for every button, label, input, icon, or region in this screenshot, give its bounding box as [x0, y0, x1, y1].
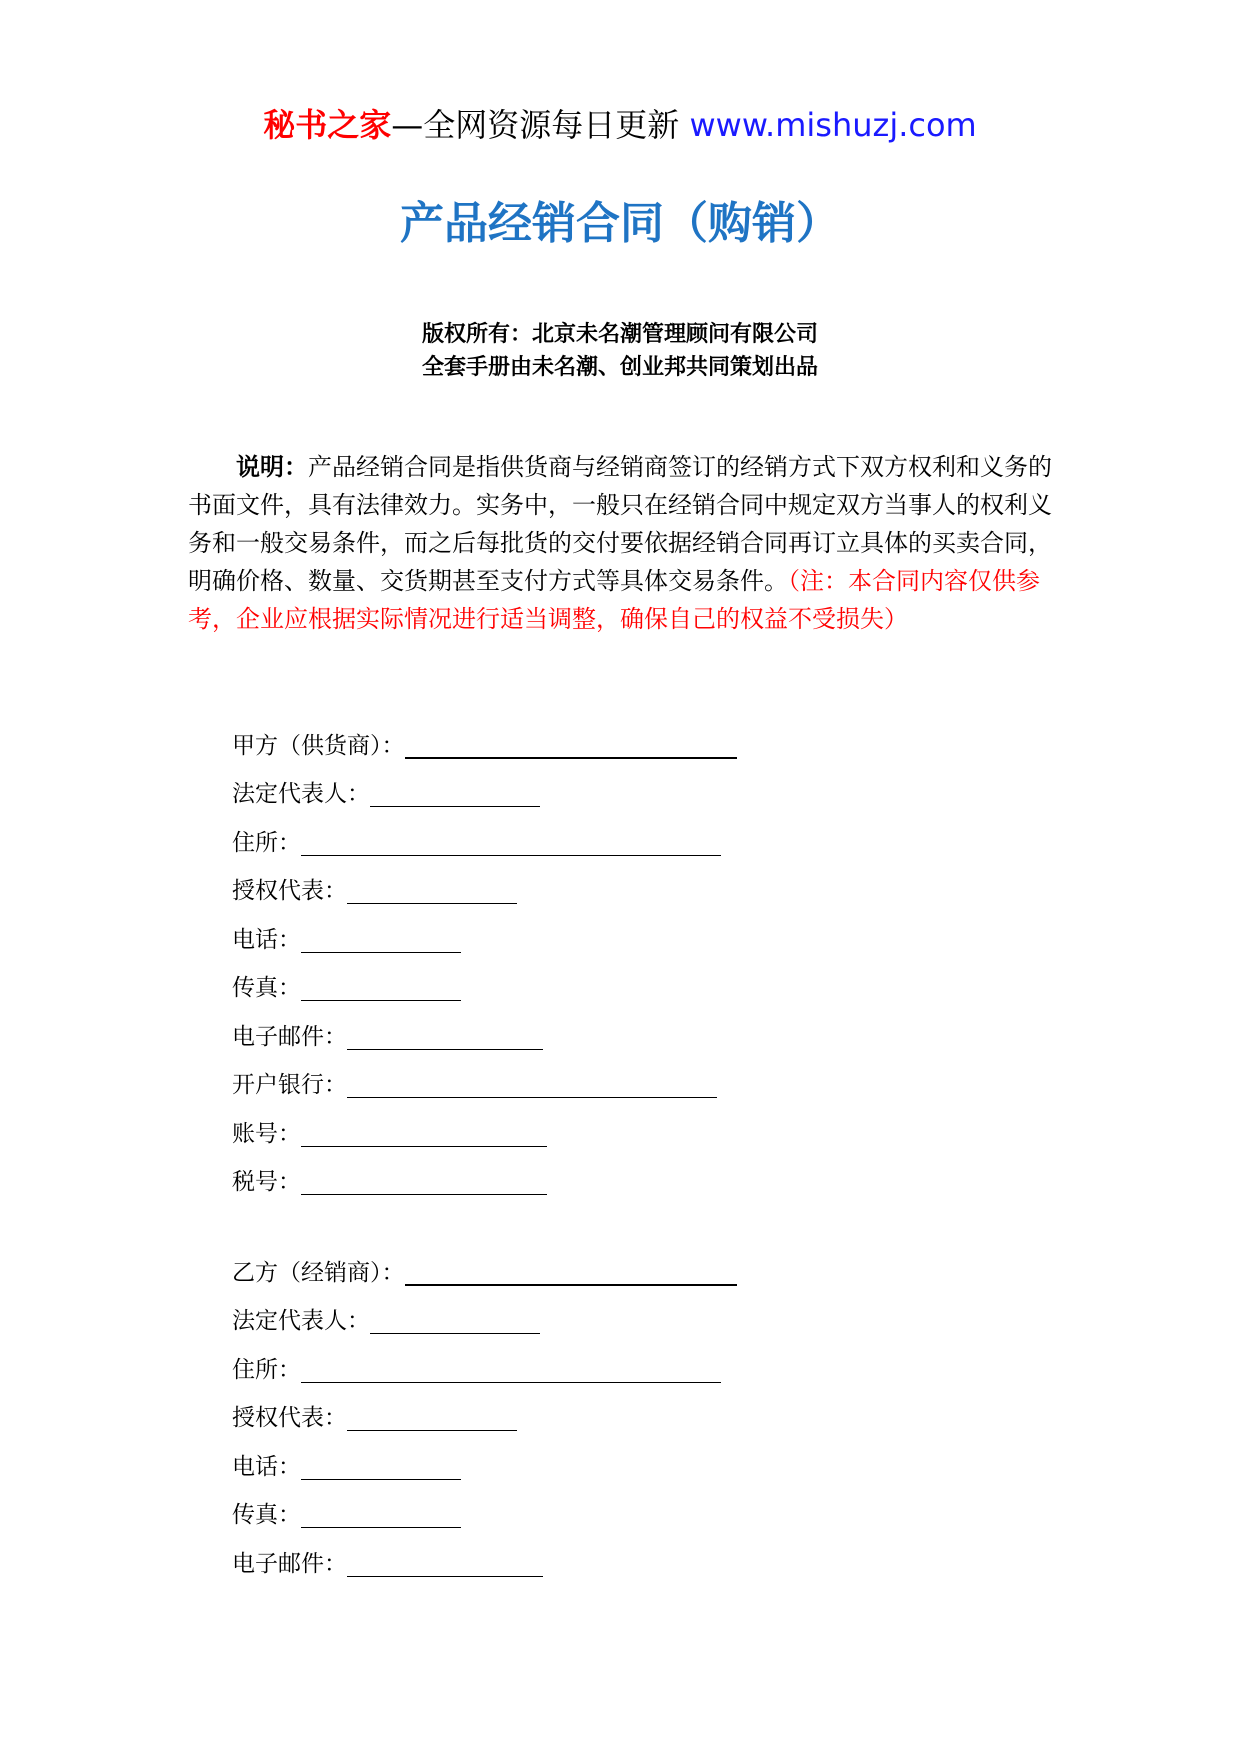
field-label: 法定代表人：	[232, 1308, 370, 1334]
copyright-block	[0, 318, 1240, 384]
site-url-link[interactable]: www.mishuzj.com	[689, 106, 977, 144]
party-a-section	[232, 718, 1032, 1203]
field-label: 甲方（供货商）：	[232, 732, 405, 759]
form-field	[232, 1488, 1032, 1537]
form-field	[232, 718, 1032, 767]
form-field	[232, 1058, 1032, 1107]
form-field	[232, 912, 1032, 961]
field-label: 账号：	[232, 1120, 301, 1147]
intro-lead: 说明：	[236, 453, 308, 481]
field-blank[interactable]	[301, 1164, 547, 1195]
field-label: 授权代表：	[232, 1405, 347, 1431]
field-blank[interactable]	[405, 727, 737, 759]
form-field	[232, 1391, 1032, 1440]
form-field	[232, 864, 1032, 913]
form-field	[232, 1536, 1032, 1585]
field-label: 住所：	[232, 1356, 301, 1383]
field-blank[interactable]	[347, 1400, 517, 1431]
field-blank[interactable]	[347, 1546, 543, 1577]
field-label: 住所：	[232, 829, 301, 856]
field-label: 电子邮件：	[232, 1023, 347, 1050]
field-label: 授权代表：	[232, 878, 347, 904]
field-blank[interactable]	[405, 1254, 737, 1286]
intro-paragraph	[188, 448, 1056, 638]
party-b-section	[232, 1245, 1032, 1585]
field-label: 电子邮件：	[232, 1550, 347, 1577]
form-field	[232, 1439, 1032, 1488]
form-field	[232, 1009, 1032, 1058]
field-blank[interactable]	[301, 922, 461, 953]
field-label: 开户银行：	[232, 1072, 347, 1098]
document-title: 产品经销合同（购销）	[400, 198, 840, 249]
field-label: 电话：	[232, 926, 301, 953]
field-blank[interactable]	[347, 873, 517, 904]
field-blank[interactable]	[301, 1352, 721, 1383]
form-field	[232, 1155, 1032, 1204]
field-label: 传真：	[232, 975, 301, 1001]
intro-body: 产品经销合同是指供货商与经销商签订的经销方式下双方权利和义务的书面文件，具有法律效力。实务中，一般只在经销合同中规定双方当事人的权利义务和一般交易条件，而之后每批货的交付要依据经销合同再订立具体的买卖合同，明确价格、数量、交货期甚至支付方式等具体交易条件。	[188, 453, 1052, 595]
field-label: 传真：	[232, 1502, 301, 1528]
field-label: 法定代表人：	[232, 781, 370, 807]
form-field	[232, 1245, 1032, 1294]
field-blank[interactable]	[347, 1019, 543, 1050]
field-blank[interactable]	[301, 1497, 461, 1528]
field-label: 税号：	[232, 1169, 301, 1195]
field-blank[interactable]	[370, 776, 540, 807]
form-field	[232, 1106, 1032, 1155]
field-blank[interactable]	[301, 970, 461, 1001]
site-banner	[0, 100, 1240, 150]
form-field	[232, 767, 1032, 816]
field-label: 乙方（经销商）：	[232, 1259, 405, 1286]
form-field	[232, 961, 1032, 1010]
copyright-line-2: 全套手册由未名潮、创业邦共同策划出品	[421, 355, 818, 380]
field-blank[interactable]	[301, 1449, 461, 1480]
intro-note: （注：本合同内容仅供参考，企业应根据实际情况进行适当调整，确保自己的权益不受损失）	[188, 567, 1040, 633]
form-field	[232, 815, 1032, 864]
field-label: 电话：	[232, 1453, 301, 1480]
field-blank[interactable]	[347, 1067, 717, 1098]
form-field	[232, 1342, 1032, 1391]
field-blank[interactable]	[301, 825, 721, 856]
site-slogan: —全网资源每日更新	[391, 106, 680, 144]
field-blank[interactable]	[301, 1116, 547, 1147]
copyright-line-1: 版权所有：北京未名潮管理顾问有限公司	[421, 322, 818, 347]
form-field	[232, 1294, 1032, 1343]
site-brand: 秘书之家	[263, 106, 392, 144]
field-blank[interactable]	[370, 1303, 540, 1334]
